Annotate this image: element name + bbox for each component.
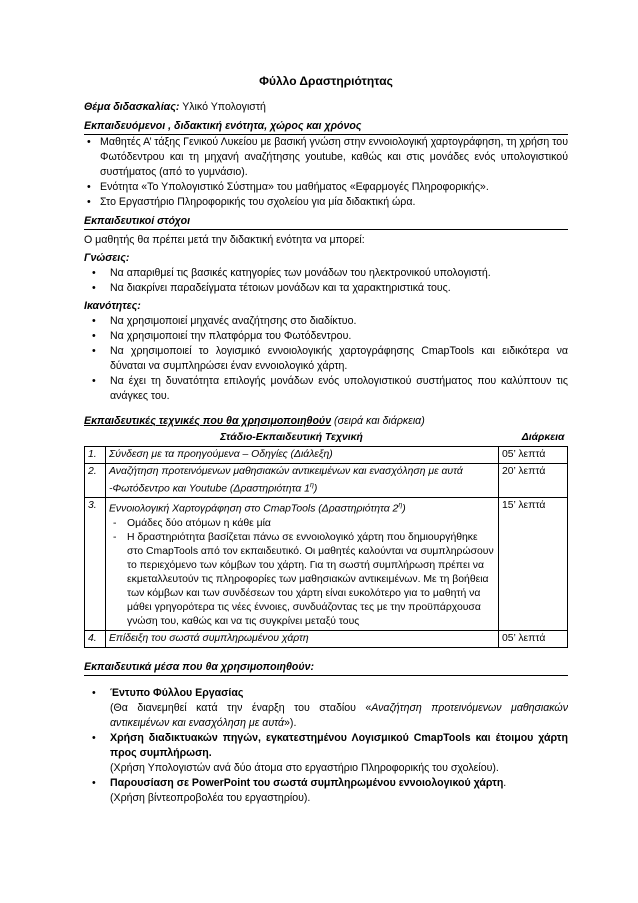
bullet-icon: • (92, 375, 96, 387)
bullet-icon: • (87, 196, 91, 208)
list-item: • Παρουσίαση σε PowerPoint του σωστά συμπληρωμένου εννοιολογικού χάρτη. (Χρήση βίντεοπροβολέα του εργαστηρίου). (92, 776, 507, 804)
row-text-sup: η (398, 502, 403, 510)
list-item: • Να έχει τη δυνατότητα επιλογής μονάδων ενός υπολογιστικού συστήματος που καλύπτουν τις ανάγκες του. (92, 375, 568, 402)
skills-list (84, 314, 568, 404)
section-audience-heading: Εκπαιδευόμενοι , διδακτική ενότητα, χώρος και χρόνος (84, 119, 568, 135)
skills-label: Ικανότητες: (84, 300, 141, 312)
row-text-cell (106, 464, 499, 498)
bullet-icon: • (92, 282, 96, 294)
bullet-icon: • (92, 686, 96, 699)
row-subitem: - Ομάδες δύο ατόμων η κάθε μία (113, 517, 271, 529)
techniques-table (84, 430, 568, 648)
document-title: Φύλλο Δραστηριότητας (259, 74, 393, 88)
list-item: • Να απαριθμεί τις βασικές κατηγορίες των μονάδων του ηλεκτρονικού υπολογιστή. (92, 267, 491, 279)
section-techniques-heading: Εκπαιδευτικές τεχνικές που θα χρησιμοποιηθούν (84, 415, 332, 427)
bullet-icon: • (92, 776, 96, 789)
section-media-heading: Εκπαιδευτικά μέσα που θα χρησιμοποιηθούν: (84, 660, 568, 676)
bullet-icon: • (87, 136, 91, 148)
subject-line (84, 100, 568, 115)
row-number: 4. (85, 630, 106, 647)
row-number: 2. (85, 464, 106, 498)
row-duration: 15’ λεπτά (499, 498, 568, 630)
table-header-row (85, 430, 568, 447)
row-text: Επίδειξη του σωστά συμπληρωμένου χάρτη (106, 630, 499, 647)
knowledge-list (84, 266, 568, 296)
list-item: • Μαθητές Α’ τάξης Γενικού Λυκείου με βασική γνώση στην εννοιολογική χαρτογράφηση, τη χρήση του Φωτόδεντρου και τη μηχανή αναζήτησης youtube, καθώς και στις μονάδες ενός υπολογιστικού συστήματος (από το γυμνάσιο). (87, 136, 568, 178)
row-text: Σύνδεση με τα προηγούμενα – Οδηγίες (Διάλεξη) (106, 447, 499, 464)
row-number: 3. (85, 498, 106, 630)
row-text-end: ) (313, 483, 318, 495)
techniques-heading-note: (σειρά και διάρκεια) (334, 415, 425, 427)
table-row (85, 447, 568, 464)
list-item: • Ενότητα «Το Υπολογιστικό Σύστημα» του μαθήματος «Εφαρμογές Πληροφορικής». (87, 181, 489, 193)
table-row (85, 464, 568, 498)
bullet-icon: • (92, 315, 96, 327)
subject-value: Υλικό Υπολογιστή (182, 101, 266, 113)
subject-label: Θέμα διδασκαλίας: (84, 101, 180, 113)
list-item: • Στο Εργαστήριο Πληροφορικής του σχολείου για μία διδακτική ώρα. (87, 196, 416, 208)
techniques-heading-line (84, 414, 568, 429)
list-item: • Έντυπο Φύλλου Εργασίας (Θα διανεμηθεί κατά την έναρξη του σταδίου «Αναζήτηση προτεινόμενων μαθησιακών αντικειμένων και ενασχόληση με αυτά»). (92, 686, 568, 729)
bullet-icon: • (92, 330, 96, 342)
section-objectives-heading: Εκπαιδευτικοί στόχοι (84, 214, 568, 230)
row-duration: 20’ λεπτά (499, 464, 568, 498)
list-item: • Να χρησιμοποιεί το λογισμικό εννοιολογικής χαρτογράφησης CmapTools και ειδικότερα να δύναται να συμπληρώσει έναν εννοιολογικό χάρτη. (92, 345, 568, 372)
list-item: • Να διακρίνει παραδείγματα τέτοιων μονάδων και τα χαρακτηριστικά τους. (92, 282, 451, 294)
row-text: Αναζήτηση προτεινόμενων μαθησιακών αντικειμένων και ενασχόληση με αυτά -Φωτόδεντρο και Youtube (Δραστηριότητα 1 (109, 466, 463, 495)
row-duration: 05’ λεπτά (499, 630, 568, 647)
bullet-icon: • (87, 181, 91, 193)
knowledge-label: Γνώσεις: (84, 252, 130, 264)
dash-icon: - (113, 531, 117, 543)
row-number: 1. (85, 447, 106, 464)
row-subitem: - Η δραστηριότητα βασίζεται πάνω σε εννοιολογικό χάρτη που δημιουργήθηκε στο CmapTools από τον εκπαιδευτικό. Οι μαθητές καλούνται να συμπληρώσουν το περιεχόμενο των κόμβων του χάρτη. Για τη σωστή συμπλήρωση πρέπει να εκμεταλλευτούν τις πληροφορίες των μαθησιακών αντικειμένων. Με τη βοήθεια των κόμβων και των συνδέσεων του χάρτη είναι ευκολότερο για το μαθητή να μάθει γρηγορότερα τις νέες έννοιες, συνδυάζοντας τες με την προϋπάρχουσα γνώση του, καθώς και να τις συγκρίνει μεταξύ τους (113, 531, 494, 627)
list-item: • Να χρησιμοποιεί μηχανές αναζήτησης στο διαδίκτυο. (92, 315, 357, 327)
list-item: • Να χρησιμοποιεί την πλατφόρμα του Φωτόδεντρου. (92, 330, 352, 342)
dash-icon: - (113, 517, 117, 529)
audience-list (84, 135, 568, 210)
document-page (84, 74, 568, 806)
row-text-end: ) (402, 503, 406, 515)
bullet-icon: • (92, 731, 96, 744)
row-text: Εννοιολογική Χαρτογράφηση στο CmapTools (Δραστηριότητα 2 (109, 503, 399, 515)
column-header-stage: Στάδιο-Εκπαιδευτική Τεχνική (85, 430, 499, 447)
list-item: • Χρήση διαδικτυακών πηγών, εγκατεστημένου Λογισμικού CmapTools και έτοιμου χάρτη προς συμπλήρωση. (Χρήση Υπολογιστών ανά δύο άτομα στο εργαστήριο Πληροφορικής του σχολείου). (92, 731, 568, 774)
media-list (84, 686, 568, 806)
bullet-icon: • (92, 345, 96, 357)
column-header-duration: Διάρκεια (499, 430, 568, 447)
row-duration: 05’ λεπτά (499, 447, 568, 464)
table-row (85, 630, 568, 647)
row-text-sup: η (309, 482, 314, 489)
objectives-intro: Ο μαθητής θα πρέπει μετά την διδακτική ενότητα να μπορεί: (84, 234, 365, 246)
table-row (85, 498, 568, 630)
bullet-icon: • (92, 267, 96, 279)
row-text-cell (106, 498, 499, 630)
